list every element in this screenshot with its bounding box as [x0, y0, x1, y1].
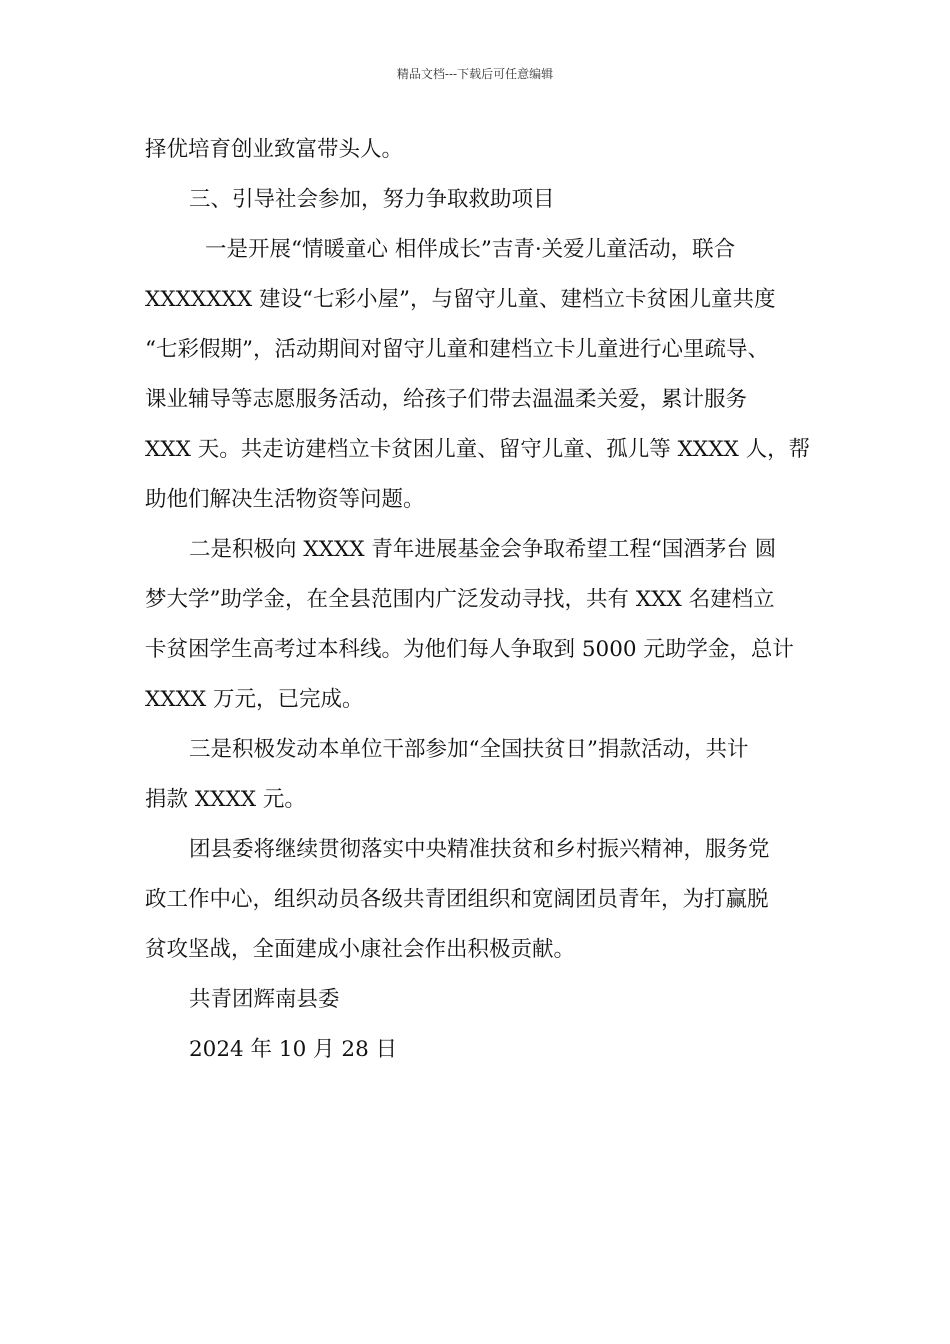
- text-line: 团县委将继续贯彻落实中央精准扶贫和乡村振兴精神，服务党: [189, 837, 770, 862]
- text-line: XXXX 万元，已完成。: [145, 687, 364, 712]
- document-body: [145, 125, 810, 1075]
- text-line: 贫攻坚战，全面建成小康社会作出积极贡献。: [145, 937, 576, 962]
- text-line: 助他们解决生活物资等问题。: [145, 487, 425, 512]
- text-line: “七彩假期”，活动期间对留守儿童和建档立卡儿童进行心里疏导、: [145, 337, 769, 362]
- text-line: 课业辅导等志愿服务活动，给孩子们带去温温柔关爱，累计服务: [145, 387, 748, 412]
- text-line: 择优培育创业致富带头人。: [145, 137, 404, 162]
- page-header: 精品文档---下载后可任意编辑: [396, 67, 554, 81]
- section-heading: 三、引导社会参加，努力争取救助项目: [189, 187, 555, 212]
- text-line: 三是积极发动本单位干部参加“全国扶贫日”捐款活动，共计: [189, 737, 749, 762]
- text-line: 卡贫困学生高考过本科线。为他们每人争取到 5000 元助学金，总计: [145, 637, 794, 662]
- text-line: XXX 天。共走访建档立卡贫困儿童、留守儿童、孤儿等 XXXX 人，帮: [145, 437, 811, 462]
- signature-date: 2024 年 10 月 28 日: [189, 1037, 398, 1062]
- text-line: 政工作中心，组织动员各级共青团组织和宽阔团员青年，为打赢脱: [145, 887, 769, 912]
- text-line: 捐款 XXXX 元。: [145, 787, 306, 812]
- text-line: 二是积极向 XXXX 青年进展基金会争取希望工程“国酒茅台 圆: [189, 537, 777, 562]
- text-line: 梦大学”助学金，在全县范围内广泛发动寻找，共有 XXX 名建档立: [145, 587, 775, 612]
- signature-organization: 共青团辉南县委: [189, 987, 340, 1012]
- text-line: 一是开展“情暖童心 相伴成长”吉青·关爱儿童活动，联合: [205, 237, 736, 262]
- text-line: XXXXXXX 建设“七彩小屋”，与留守儿童、建档立卡贫困儿童共度: [145, 287, 776, 312]
